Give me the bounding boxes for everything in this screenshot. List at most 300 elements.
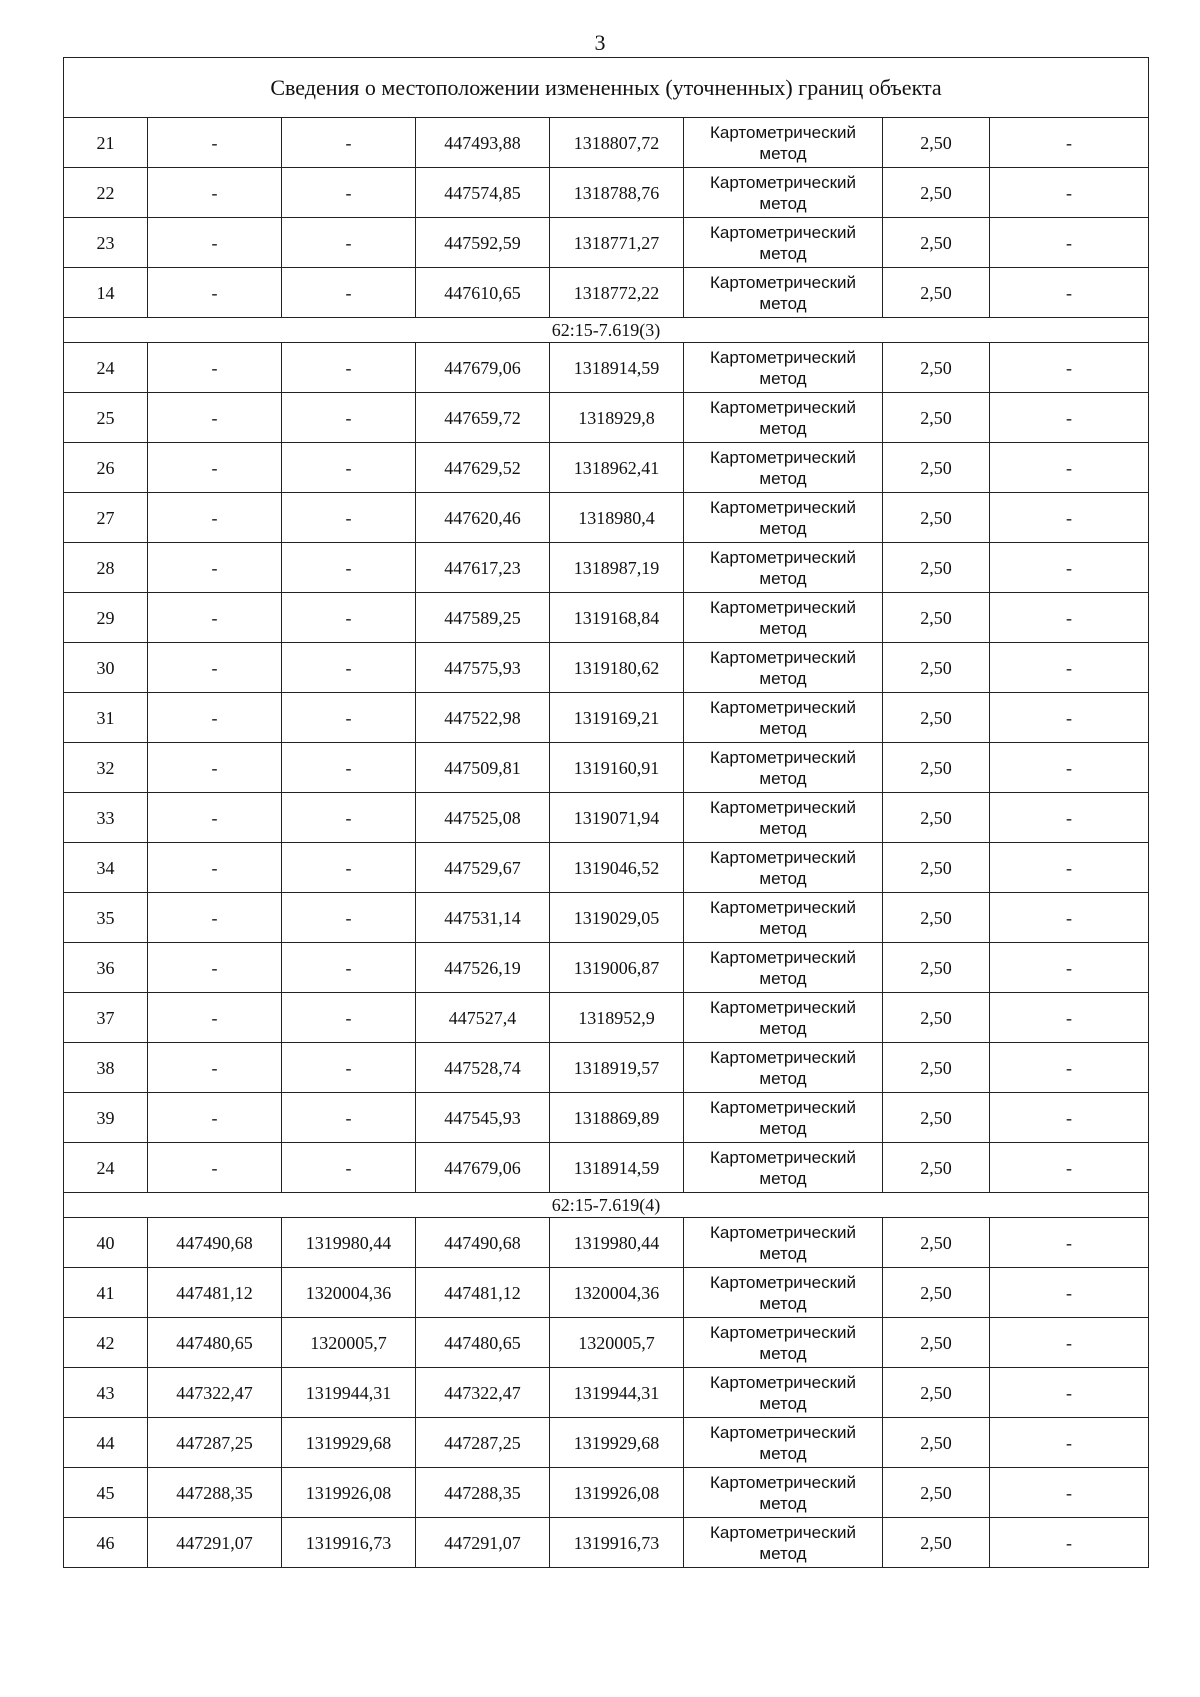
- parcel-section-row: [64, 318, 1149, 343]
- x-refined-cell: 447529,67: [416, 843, 550, 893]
- accuracy-cell: 2,50: [883, 1218, 990, 1268]
- point-number-cell: 24: [64, 343, 148, 393]
- accuracy-cell: 2,50: [883, 1468, 990, 1518]
- table-row: [64, 1093, 1149, 1143]
- point-number-cell: 23: [64, 218, 148, 268]
- x-refined-cell: 447527,4: [416, 993, 550, 1043]
- page-number: 3: [594, 30, 606, 55]
- method-line-2: метод: [759, 568, 807, 588]
- x-existing-cell: -: [148, 893, 282, 943]
- x-existing-cell: -: [148, 218, 282, 268]
- y-refined-cell: 1319046,52: [550, 843, 684, 893]
- method-line-2: метод: [759, 818, 807, 838]
- point-number-cell: 42: [64, 1318, 148, 1368]
- parcel-section-label: 62:15-7.619(4): [64, 1193, 1149, 1218]
- method-line-2: метод: [759, 1168, 807, 1188]
- method-cell: [684, 1268, 883, 1318]
- method-cell: [684, 893, 883, 943]
- y-refined-cell: 1319006,87: [550, 943, 684, 993]
- y-refined-cell: 1319944,31: [550, 1368, 684, 1418]
- x-refined-cell: 447610,65: [416, 268, 550, 318]
- table-row: [64, 493, 1149, 543]
- method-line-2: метод: [759, 718, 807, 738]
- method-line-2: метод: [759, 1118, 807, 1138]
- method-cell: [684, 118, 883, 168]
- point-number-cell: 21: [64, 118, 148, 168]
- method-cell: [684, 1143, 883, 1193]
- x-existing-cell: 447287,25: [148, 1418, 282, 1468]
- method-cell: [684, 543, 883, 593]
- y-refined-cell: 1320005,7: [550, 1318, 684, 1368]
- table-row: [64, 1218, 1149, 1268]
- accuracy-cell: 2,50: [883, 343, 990, 393]
- table-row: [64, 443, 1149, 493]
- y-refined-cell: 1319980,44: [550, 1218, 684, 1268]
- method-cell: [684, 1468, 883, 1518]
- method-cell: [684, 593, 883, 643]
- parcel-section-row: [64, 1193, 1149, 1218]
- table-row: [64, 843, 1149, 893]
- method-cell: [684, 1368, 883, 1418]
- y-refined-cell: 1319168,84: [550, 593, 684, 643]
- accuracy-cell: 2,50: [883, 643, 990, 693]
- description-cell: -: [990, 843, 1149, 893]
- method-cell: [684, 643, 883, 693]
- method-cell: [684, 443, 883, 493]
- method-line-2: метод: [759, 1543, 807, 1563]
- y-refined-cell: 1319160,91: [550, 743, 684, 793]
- x-existing-cell: 447490,68: [148, 1218, 282, 1268]
- method-line-2: метод: [759, 968, 807, 988]
- method-line-1: Картометрический: [709, 1047, 857, 1067]
- x-existing-cell: -: [148, 1143, 282, 1193]
- method-line-1: Картометрический: [709, 897, 857, 917]
- x-refined-cell: 447525,08: [416, 793, 550, 843]
- y-existing-cell: -: [282, 943, 416, 993]
- method-line-1: Картометрический: [709, 1422, 857, 1442]
- method-line-2: метод: [759, 918, 807, 938]
- method-cell: [684, 1318, 883, 1368]
- y-existing-cell: 1320004,36: [282, 1268, 416, 1318]
- method-cell: [684, 168, 883, 218]
- method-line-1: Картометрический: [709, 697, 857, 717]
- x-refined-cell: 447291,07: [416, 1518, 550, 1568]
- y-existing-cell: 1319916,73: [282, 1518, 416, 1568]
- y-existing-cell: -: [282, 593, 416, 643]
- table-row: [64, 893, 1149, 943]
- point-number-cell: 41: [64, 1268, 148, 1318]
- table-row: [64, 343, 1149, 393]
- description-cell: -: [990, 543, 1149, 593]
- accuracy-cell: 2,50: [883, 218, 990, 268]
- y-existing-cell: 1319929,68: [282, 1418, 416, 1468]
- method-cell: [684, 843, 883, 893]
- method-line-1: Картометрический: [709, 997, 857, 1017]
- method-line-1: Картометрический: [709, 1372, 857, 1392]
- x-refined-cell: 447490,68: [416, 1218, 550, 1268]
- accuracy-cell: 2,50: [883, 693, 990, 743]
- point-number-cell: 40: [64, 1218, 148, 1268]
- method-line-2: метод: [759, 618, 807, 638]
- y-existing-cell: -: [282, 893, 416, 943]
- description-cell: -: [990, 268, 1149, 318]
- method-line-1: Картометрический: [709, 947, 857, 967]
- point-number-cell: 28: [64, 543, 148, 593]
- method-cell: [684, 1518, 883, 1568]
- x-existing-cell: 447480,65: [148, 1318, 282, 1368]
- method-line-2: метод: [759, 468, 807, 488]
- accuracy-cell: 2,50: [883, 493, 990, 543]
- point-number-cell: 35: [64, 893, 148, 943]
- method-line-2: метод: [759, 1293, 807, 1313]
- method-line-1: Картометрический: [709, 1222, 857, 1242]
- y-existing-cell: -: [282, 743, 416, 793]
- method-cell: [684, 1043, 883, 1093]
- method-cell: [684, 393, 883, 443]
- method-line-2: метод: [759, 143, 807, 163]
- method-line-2: метод: [759, 1493, 807, 1513]
- description-cell: -: [990, 168, 1149, 218]
- x-existing-cell: -: [148, 943, 282, 993]
- method-line-1: Картометрический: [709, 1522, 857, 1542]
- point-number-cell: 45: [64, 1468, 148, 1518]
- y-existing-cell: 1319926,08: [282, 1468, 416, 1518]
- method-line-1: Картометрический: [709, 1272, 857, 1292]
- description-cell: -: [990, 1368, 1149, 1418]
- description-cell: -: [990, 443, 1149, 493]
- method-line-1: Картометрический: [709, 272, 857, 292]
- x-refined-cell: 447322,47: [416, 1368, 550, 1418]
- method-cell: [684, 1093, 883, 1143]
- point-number-cell: 46: [64, 1518, 148, 1568]
- method-line-2: метод: [759, 193, 807, 213]
- table-row: [64, 1368, 1149, 1418]
- y-existing-cell: -: [282, 1093, 416, 1143]
- description-cell: -: [990, 1418, 1149, 1468]
- method-cell: [684, 343, 883, 393]
- x-existing-cell: -: [148, 793, 282, 843]
- accuracy-cell: 2,50: [883, 593, 990, 643]
- y-existing-cell: 1320005,7: [282, 1318, 416, 1368]
- y-refined-cell: 1318929,8: [550, 393, 684, 443]
- x-refined-cell: 447620,46: [416, 493, 550, 543]
- x-existing-cell: 447322,47: [148, 1368, 282, 1418]
- description-cell: -: [990, 343, 1149, 393]
- x-refined-cell: 447589,25: [416, 593, 550, 643]
- y-refined-cell: 1319169,21: [550, 693, 684, 743]
- y-existing-cell: 1319980,44: [282, 1218, 416, 1268]
- x-refined-cell: 447659,72: [416, 393, 550, 443]
- method-line-1: Картометрический: [709, 222, 857, 242]
- accuracy-cell: 2,50: [883, 1143, 990, 1193]
- x-existing-cell: 447481,12: [148, 1268, 282, 1318]
- method-line-1: Картометрический: [709, 447, 857, 467]
- parcel-section-label: 62:15-7.619(3): [64, 318, 1149, 343]
- table-row: [64, 693, 1149, 743]
- point-number-cell: 29: [64, 593, 148, 643]
- y-refined-cell: 1318914,59: [550, 1143, 684, 1193]
- method-line-2: метод: [759, 293, 807, 313]
- accuracy-cell: 2,50: [883, 843, 990, 893]
- description-cell: -: [990, 493, 1149, 543]
- method-line-2: метод: [759, 418, 807, 438]
- x-existing-cell: -: [148, 1093, 282, 1143]
- accuracy-cell: 2,50: [883, 543, 990, 593]
- table-row: [64, 943, 1149, 993]
- point-number-cell: 34: [64, 843, 148, 893]
- point-number-cell: 36: [64, 943, 148, 993]
- method-cell: [684, 743, 883, 793]
- point-number-cell: 39: [64, 1093, 148, 1143]
- table-row: [64, 993, 1149, 1043]
- x-refined-cell: 447522,98: [416, 693, 550, 743]
- method-line-1: Картометрический: [709, 1097, 857, 1117]
- y-refined-cell: 1320004,36: [550, 1268, 684, 1318]
- description-cell: -: [990, 1518, 1149, 1568]
- boundary-coordinates-table: [63, 57, 1149, 1568]
- y-existing-cell: -: [282, 168, 416, 218]
- description-cell: -: [990, 643, 1149, 693]
- method-line-2: метод: [759, 1393, 807, 1413]
- table-row: [64, 393, 1149, 443]
- method-cell: [684, 493, 883, 543]
- method-line-2: метод: [759, 1243, 807, 1263]
- y-refined-cell: 1318771,27: [550, 218, 684, 268]
- x-refined-cell: 447592,59: [416, 218, 550, 268]
- method-line-1: Картометрический: [709, 747, 857, 767]
- x-existing-cell: -: [148, 268, 282, 318]
- method-line-1: Картометрический: [709, 647, 857, 667]
- accuracy-cell: 2,50: [883, 168, 990, 218]
- accuracy-cell: 2,50: [883, 1318, 990, 1368]
- x-existing-cell: -: [148, 393, 282, 443]
- y-refined-cell: 1318952,9: [550, 993, 684, 1043]
- y-existing-cell: -: [282, 118, 416, 168]
- method-line-1: Картометрический: [709, 347, 857, 367]
- y-existing-cell: -: [282, 218, 416, 268]
- method-cell: [684, 993, 883, 1043]
- y-existing-cell: -: [282, 1143, 416, 1193]
- y-refined-cell: 1318914,59: [550, 343, 684, 393]
- x-refined-cell: 447288,35: [416, 1468, 550, 1518]
- description-cell: -: [990, 1468, 1149, 1518]
- y-existing-cell: -: [282, 693, 416, 743]
- table-title: Сведения о местоположении измененных (уточненных) границ объекта: [64, 58, 1149, 118]
- x-existing-cell: -: [148, 843, 282, 893]
- x-existing-cell: -: [148, 743, 282, 793]
- description-cell: -: [990, 793, 1149, 843]
- table-row: [64, 743, 1149, 793]
- table-row: [64, 643, 1149, 693]
- method-cell: [684, 1218, 883, 1268]
- y-existing-cell: -: [282, 343, 416, 393]
- accuracy-cell: 2,50: [883, 1518, 990, 1568]
- method-line-2: метод: [759, 243, 807, 263]
- description-cell: -: [990, 1093, 1149, 1143]
- x-refined-cell: 447493,88: [416, 118, 550, 168]
- y-refined-cell: 1319029,05: [550, 893, 684, 943]
- point-number-cell: 22: [64, 168, 148, 218]
- method-line-1: Картометрический: [709, 847, 857, 867]
- table-row: [64, 793, 1149, 843]
- point-number-cell: 24: [64, 1143, 148, 1193]
- y-refined-cell: 1318869,89: [550, 1093, 684, 1143]
- accuracy-cell: 2,50: [883, 443, 990, 493]
- x-existing-cell: -: [148, 118, 282, 168]
- method-cell: [684, 218, 883, 268]
- method-cell: [684, 268, 883, 318]
- point-number-cell: 25: [64, 393, 148, 443]
- point-number-cell: 44: [64, 1418, 148, 1468]
- x-existing-cell: -: [148, 1043, 282, 1093]
- accuracy-cell: 2,50: [883, 1368, 990, 1418]
- x-existing-cell: -: [148, 443, 282, 493]
- x-existing-cell: -: [148, 643, 282, 693]
- x-refined-cell: 447509,81: [416, 743, 550, 793]
- table-row: [64, 1318, 1149, 1368]
- method-line-1: Картометрический: [709, 497, 857, 517]
- description-cell: -: [990, 593, 1149, 643]
- x-existing-cell: -: [148, 543, 282, 593]
- table-row: [64, 1268, 1149, 1318]
- description-cell: -: [990, 1268, 1149, 1318]
- method-line-2: метод: [759, 668, 807, 688]
- description-cell: -: [990, 1218, 1149, 1268]
- method-line-2: метод: [759, 1068, 807, 1088]
- y-existing-cell: -: [282, 393, 416, 443]
- y-refined-cell: 1319916,73: [550, 1518, 684, 1568]
- y-refined-cell: 1319929,68: [550, 1418, 684, 1468]
- method-cell: [684, 693, 883, 743]
- x-existing-cell: -: [148, 168, 282, 218]
- method-line-2: метод: [759, 368, 807, 388]
- y-refined-cell: 1318772,22: [550, 268, 684, 318]
- description-cell: -: [990, 1318, 1149, 1368]
- method-line-1: Картометрический: [709, 597, 857, 617]
- x-existing-cell: -: [148, 493, 282, 543]
- y-refined-cell: 1318980,4: [550, 493, 684, 543]
- y-existing-cell: -: [282, 993, 416, 1043]
- point-number-cell: 31: [64, 693, 148, 743]
- method-line-2: метод: [759, 868, 807, 888]
- description-cell: -: [990, 218, 1149, 268]
- x-refined-cell: 447575,93: [416, 643, 550, 693]
- description-cell: -: [990, 993, 1149, 1043]
- accuracy-cell: 2,50: [883, 118, 990, 168]
- y-refined-cell: 1318962,41: [550, 443, 684, 493]
- accuracy-cell: 2,50: [883, 393, 990, 443]
- method-line-1: Картометрический: [709, 172, 857, 192]
- table-row: [64, 543, 1149, 593]
- x-refined-cell: 447545,93: [416, 1093, 550, 1143]
- point-number-cell: 30: [64, 643, 148, 693]
- y-existing-cell: -: [282, 843, 416, 893]
- table-row: [64, 1043, 1149, 1093]
- y-refined-cell: 1318919,57: [550, 1043, 684, 1093]
- description-cell: -: [990, 393, 1149, 443]
- method-line-2: метод: [759, 768, 807, 788]
- method-line-1: Картометрический: [709, 122, 857, 142]
- x-existing-cell: 447291,07: [148, 1518, 282, 1568]
- point-number-cell: 27: [64, 493, 148, 543]
- table-row: [64, 268, 1149, 318]
- table-row: [64, 1468, 1149, 1518]
- accuracy-cell: 2,50: [883, 1043, 990, 1093]
- method-cell: [684, 943, 883, 993]
- table-row: [64, 118, 1149, 168]
- y-existing-cell: -: [282, 443, 416, 493]
- accuracy-cell: 2,50: [883, 1093, 990, 1143]
- method-line-1: Картометрический: [709, 1472, 857, 1492]
- x-refined-cell: 447287,25: [416, 1418, 550, 1468]
- method-line-2: метод: [759, 1443, 807, 1463]
- description-cell: -: [990, 743, 1149, 793]
- y-existing-cell: 1319944,31: [282, 1368, 416, 1418]
- table-row: [64, 593, 1149, 643]
- x-refined-cell: 447574,85: [416, 168, 550, 218]
- point-number-cell: 14: [64, 268, 148, 318]
- y-refined-cell: 1318987,19: [550, 543, 684, 593]
- point-number-cell: 37: [64, 993, 148, 1043]
- y-refined-cell: 1319180,62: [550, 643, 684, 693]
- y-existing-cell: -: [282, 793, 416, 843]
- x-refined-cell: 447679,06: [416, 1143, 550, 1193]
- method-cell: [684, 1418, 883, 1468]
- accuracy-cell: 2,50: [883, 993, 990, 1043]
- x-refined-cell: 447528,74: [416, 1043, 550, 1093]
- table-row: [64, 218, 1149, 268]
- point-number-cell: 32: [64, 743, 148, 793]
- method-line-1: Картометрический: [709, 1322, 857, 1342]
- accuracy-cell: 2,50: [883, 743, 990, 793]
- y-refined-cell: 1318807,72: [550, 118, 684, 168]
- table-body: [64, 58, 1149, 1568]
- table-row: [64, 1143, 1149, 1193]
- x-refined-cell: 447531,14: [416, 893, 550, 943]
- table-row: [64, 1518, 1149, 1568]
- description-cell: -: [990, 1143, 1149, 1193]
- method-line-2: метод: [759, 518, 807, 538]
- y-refined-cell: 1318788,76: [550, 168, 684, 218]
- description-cell: -: [990, 693, 1149, 743]
- table-row: [64, 168, 1149, 218]
- y-existing-cell: -: [282, 493, 416, 543]
- description-cell: -: [990, 118, 1149, 168]
- y-refined-cell: 1319071,94: [550, 793, 684, 843]
- table-title-row: [64, 58, 1149, 118]
- x-existing-cell: -: [148, 693, 282, 743]
- method-line-2: метод: [759, 1018, 807, 1038]
- point-number-cell: 33: [64, 793, 148, 843]
- x-refined-cell: 447480,65: [416, 1318, 550, 1368]
- y-existing-cell: -: [282, 643, 416, 693]
- point-number-cell: 26: [64, 443, 148, 493]
- x-existing-cell: -: [148, 593, 282, 643]
- x-refined-cell: 447617,23: [416, 543, 550, 593]
- accuracy-cell: 2,50: [883, 1418, 990, 1468]
- method-line-2: метод: [759, 1343, 807, 1363]
- x-refined-cell: 447679,06: [416, 343, 550, 393]
- point-number-cell: 43: [64, 1368, 148, 1418]
- x-refined-cell: 447526,19: [416, 943, 550, 993]
- description-cell: -: [990, 893, 1149, 943]
- method-line-1: Картометрический: [709, 1147, 857, 1167]
- x-refined-cell: 447629,52: [416, 443, 550, 493]
- x-existing-cell: -: [148, 343, 282, 393]
- accuracy-cell: 2,50: [883, 793, 990, 843]
- accuracy-cell: 2,50: [883, 1268, 990, 1318]
- point-number-cell: 38: [64, 1043, 148, 1093]
